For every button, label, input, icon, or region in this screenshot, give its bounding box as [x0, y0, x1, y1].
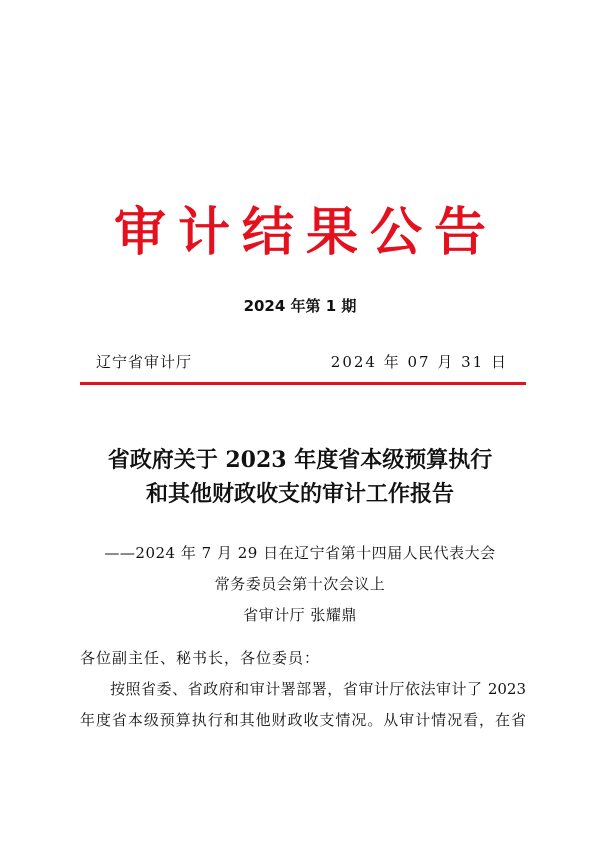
- salutation: 各位副主任、秘书长，各位委员：: [80, 649, 321, 667]
- report-author: 省审计厅 张耀鼎: [243, 606, 357, 624]
- report-subtitle-line-1: ——2024 年 7 月 29 日在辽宁省第十四届人民代表大会: [104, 544, 496, 562]
- red-divider: [80, 382, 526, 385]
- publish-date: 2024 年 07 月 31 日: [330, 353, 508, 371]
- body-paragraph-line-2: 年度省本级预算执行和其他财政收支情况。从审计情况看，在省: [80, 711, 526, 729]
- body-paragraph-line-1: 按照省委、省政府和审计署部署，省审计厅依法审计了 2023: [110, 680, 526, 698]
- issue-number: 2024 年第 1 期: [243, 297, 357, 315]
- report-title-line-2: 和其他财政收支的审计工作报告: [145, 481, 454, 507]
- report-title-line-1: 省政府关于 2023 年度省本级预算执行: [107, 447, 493, 473]
- issuer-row: [96, 351, 508, 373]
- report-subtitle-line-2: 常务委员会第十次会议上: [214, 575, 386, 593]
- masthead-title: 审计结果公告: [113, 203, 498, 263]
- issuer-name: 辽宁省审计厅: [96, 353, 193, 371]
